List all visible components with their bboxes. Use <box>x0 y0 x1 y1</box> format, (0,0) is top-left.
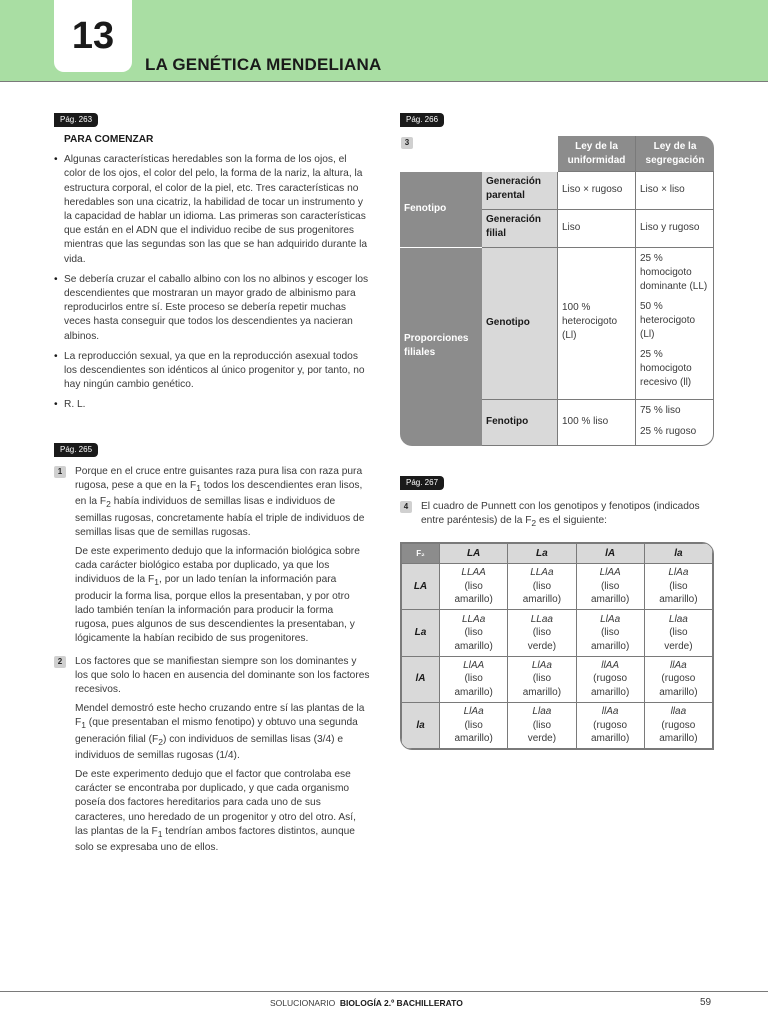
table-row <box>402 656 713 702</box>
bullet-item: • La reproducción sexual, ya que en la reproducción asexual todos los descendientes son idénticos al único progenitor y, por tanto, no hay ningún cambio genético. <box>54 350 370 393</box>
intro-section <box>54 133 370 419</box>
bullet-item: • R. L. <box>54 398 370 412</box>
table-cell: Liso × liso <box>636 172 714 210</box>
question-number: 1 <box>54 466 66 478</box>
question-2-paragraph: De este experimento dedujo que el factor que controlaba ese carácter se encontraba por duplicado, y que cada organismo poseía dos factores hereditarios para cada uno de sus caracteres, uno heredado de un progenitor y otro del otro. Así, las plantas de la $F_1$ tendrían ambos factores distintos, aunque solo se expresaba uno de ellos. <box>75 769 356 854</box>
table-cell: LlAA (liso amarillo) <box>440 656 508 702</box>
column-header: La <box>508 544 576 564</box>
question-2-paragraph: Mendel demostró este hecho cruzando entre sí las plantas de la $F_1$ (que presentaban el mismo fenotipo) y obtuvo una segunda generación filial $(F_2)$ con individuos de semillas lisas (3/4) e individuos de semillas rugosas (1/4). <box>75 703 365 761</box>
page-ref-265: Pág. 265 <box>54 443 98 457</box>
table-cell: Liso y rugoso <box>636 210 714 248</box>
table-cell: LlAa (liso amarillo) <box>576 610 644 656</box>
question-1: 1 Porque en el cruce entre guisantes raza pura lisa con raza pura rugosa, pese a que en la $F_1$ todos los descendientes eran lisos, en la $F_2$ había individuos de semillas lisas e individuos de semillas rugosas, concretamente había el triple de individuos de semillas lisas que de semillas rugosas. <box>54 465 370 540</box>
table-cell: LLAA (liso amarillo) <box>440 564 508 610</box>
page-ref-267: Pág. 267 <box>400 476 444 490</box>
row-header: lA <box>402 656 440 702</box>
table-cell: 100 % liso <box>558 400 636 446</box>
table-cell: llAa (rugoso amarillo) <box>576 702 644 748</box>
row-label: Generación filial <box>482 210 558 248</box>
table-cell: Liso × rugoso <box>558 172 636 210</box>
table-cell: llaa (rugoso amarillo) <box>644 702 712 748</box>
questions-section <box>54 465 370 860</box>
table-cell: LlAA (liso amarillo) <box>576 564 644 610</box>
bullet-item: • Se debería cruzar el caballo albino con los no albinos y escoger los descendientes que mostraran un mayor grado de albinismo para reproducirlos entre sí. Este proceso se debería repetir muchas veces hasta conseguir que todos los descendientes ya nacieran albinos. <box>54 273 370 344</box>
table-cell: Liso <box>558 210 636 248</box>
page-ref-263: Pág. 263 <box>54 113 98 127</box>
table-cell: llAA (rugoso amarillo) <box>576 656 644 702</box>
chapter-title: LA GENÉTICA MENDELIANA <box>145 55 382 74</box>
table-row <box>402 702 713 748</box>
table-cell: 75 % liso 25 % rugoso <box>636 400 714 446</box>
table-row <box>402 610 713 656</box>
table-cell: LLAa (liso amarillo) <box>508 564 576 610</box>
chapter-number: 13 <box>54 0 132 72</box>
table-cell: 100 % heterocigoto (Ll) <box>558 248 636 400</box>
row-header: La <box>402 610 440 656</box>
footer-text: SOLUCIONARIO BIOLOGÍA 2.º BACHILLERATO <box>270 998 463 1008</box>
footer-divider <box>0 991 768 992</box>
question-1-paragraph: De este experimento dedujo que la información biológica sobre cada carácter biológico estaba por duplicado, ya que los individuos de la $F_1$, por un lado tenían la información para producir la forma lisa, porque ellos la presentaban, y por otro lado también tenían la información para producir la forma rugosa, pues algunos de sus descendientes la presentaban, y lógicamente la habían recibido de sus progenitores. <box>75 546 360 645</box>
bullet-item: • Algunas características heredables son la forma de los ojos, el color de los ojos, el color del pelo, la forma de la nariz, la altura, la estructura corporal, el color de la piel, etc. Tres características no heredables son una cicatriz, la habilidad de tocar un instrumento y la capacidad de hablar un idioma. Las primeras son características que están en el ADN que el individuo recibe de sus progenitores mientras que las segundas son las que se han adquirido durante la vida. <box>54 153 370 267</box>
table-cell: Llaa (liso verde) <box>508 702 576 748</box>
table-cell: LlAa (liso amarillo) <box>644 564 712 610</box>
question-number: 2 <box>54 656 66 668</box>
punnett-square <box>400 542 714 750</box>
row-group-label: Proporciones filiales <box>400 248 482 446</box>
question-number: 3 <box>401 137 413 149</box>
section-title: PARA COMENZAR <box>64 134 154 145</box>
table-cell: LLAa (liso amarillo) <box>440 610 508 656</box>
row-header: LA <box>402 564 440 610</box>
table-cell: llAa (rugoso amarillo) <box>644 656 712 702</box>
column-header: LA <box>440 544 508 564</box>
table-header: Ley de la segregación <box>636 136 714 172</box>
row-header: la <box>402 702 440 748</box>
table-cell: LlAa (liso amarillo) <box>508 656 576 702</box>
row-label: Generación parental <box>482 172 558 210</box>
page-number: 59 <box>700 997 712 1008</box>
row-label: Fenotipo <box>482 400 558 446</box>
column-header: lA <box>576 544 644 564</box>
page-ref-266: Pág. 266 <box>400 113 444 127</box>
table-cell: Llaa (liso verde) <box>644 610 712 656</box>
column-header: la <box>644 544 712 564</box>
question-number: 4 <box>400 501 412 513</box>
corner-cell: F₂ <box>402 544 440 564</box>
table-cell: LLaa (liso verde) <box>508 610 576 656</box>
table-row <box>402 564 713 610</box>
question-4: 4 El cuadro de Punnett con los genotipos y fenotipos (indicados entre paréntesis) de la $F_2$ es el siguiente: <box>400 500 716 535</box>
table-cell: 25 % homocigoto dominante (LL) 50 % heterocigoto (Ll) 25 % homocigoto recesivo (ll) <box>636 248 714 400</box>
row-label: Genotipo <box>482 248 558 400</box>
row-group-label: Fenotipo <box>400 172 482 248</box>
table-header: Ley de la uniformidad <box>558 136 636 172</box>
question-2: 2 Los factores que se manifiestan siempre son los dominantes y los que solo lo hacen en ausencia del dominante son los factores recesivos. <box>54 655 370 698</box>
table-cell: LlAa (liso amarillo) <box>440 702 508 748</box>
laws-table <box>400 136 714 446</box>
